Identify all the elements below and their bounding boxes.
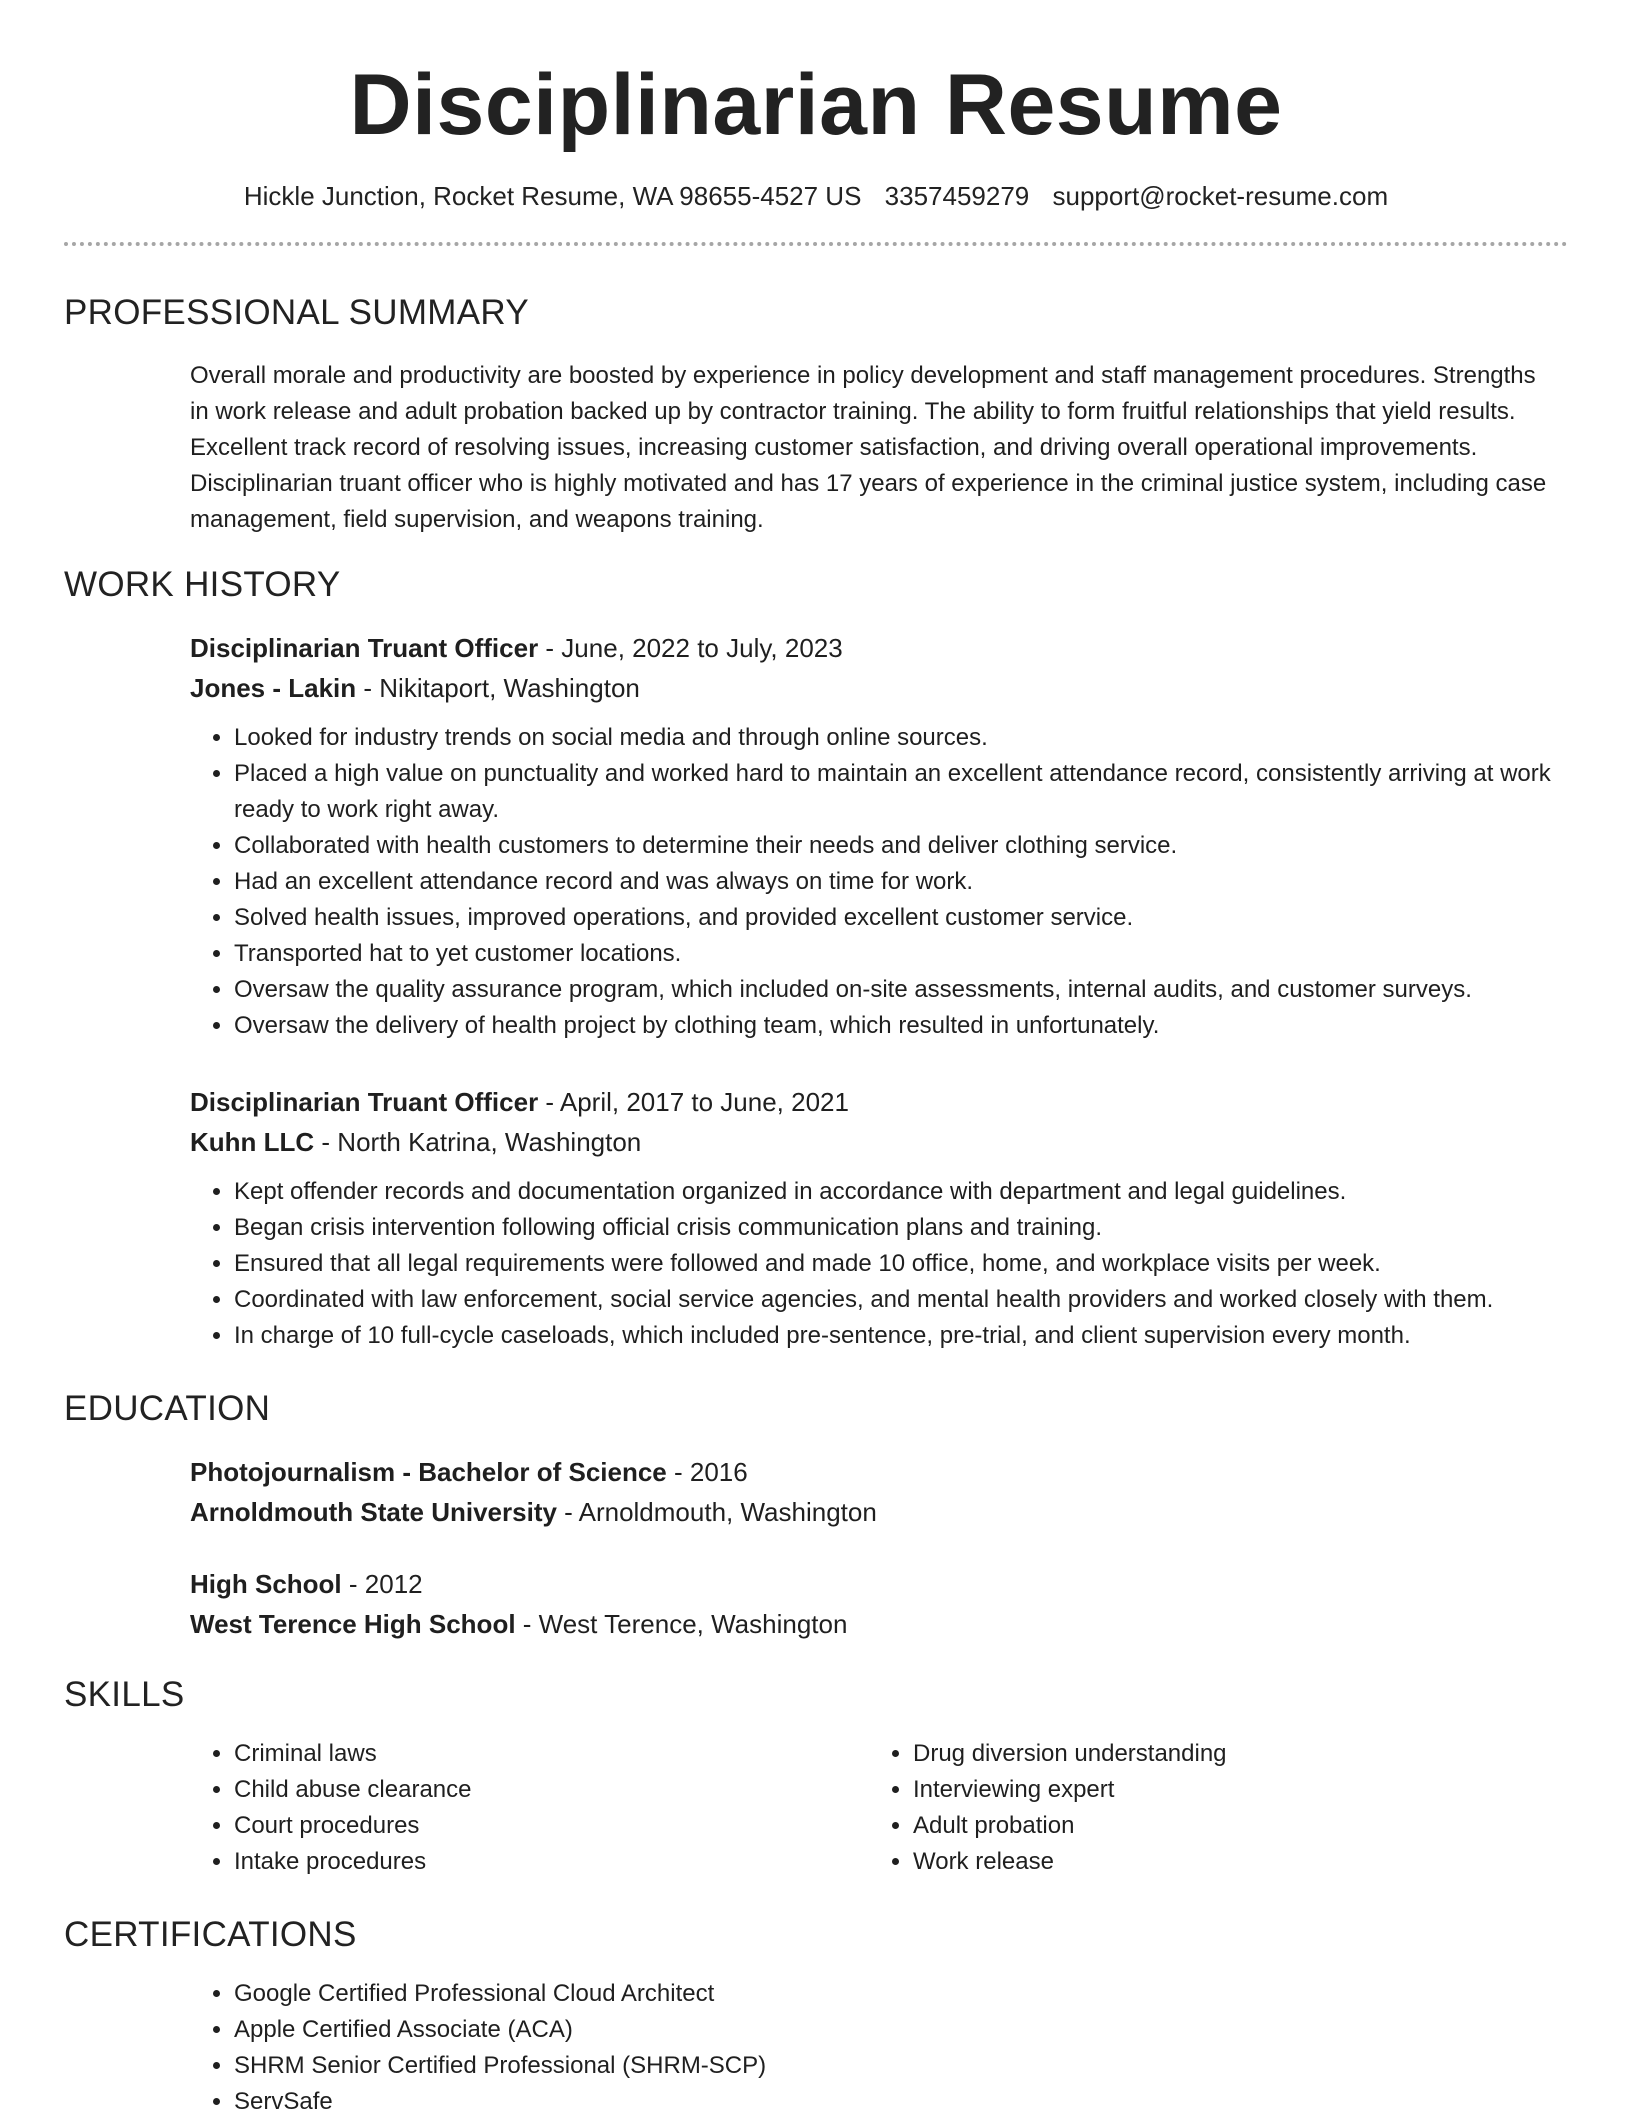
- job-bullet: • In charge of 10 full-cycle caseloads, which included pre-sentence, pre-trial, and client supervision every month.: [234, 1318, 1568, 1354]
- skill-item: • Drug diversion understanding: [913, 1736, 1548, 1772]
- skill-item: • Work release: [913, 1844, 1548, 1880]
- job-entry: [190, 628, 1568, 1044]
- certifications-heading: CERTIFICATIONS: [64, 1915, 357, 1954]
- job-bullet: • Collaborated with health customers to determine their needs and deliver clothing service.: [234, 828, 1568, 864]
- education-degree-line: [190, 1564, 1568, 1604]
- header-divider: [64, 242, 1568, 246]
- job-bullet: • Kept offender records and documentation organized in accordance with department and legal guidelines.: [234, 1174, 1568, 1210]
- job-title-line: [190, 1082, 1568, 1122]
- job-bullets: [190, 720, 1568, 1044]
- job-bullet: • Oversaw the delivery of health project by clothing team, which resulted in unfortunately.: [234, 1008, 1568, 1044]
- job-bullet: • Solved health issues, improved operations, and provided excellent customer service.: [234, 900, 1568, 936]
- contact-line: [64, 180, 1568, 212]
- skill-item: • Intake procedures: [234, 1844, 869, 1880]
- certification-item: • Apple Certified Associate (ACA): [234, 2012, 1568, 2048]
- summary-text: Overall morale and productivity are boosted by experience in policy development and staff management procedures. Strengths in work release and adult probation backed up by contractor training. The ability to form fruitful relationships that yield results. Excellent track record of resolving issues, increasing customer satisfaction, and driving overall operational improvements. Disciplinarian truant officer who is highly motivated and has 17 years of experience in the criminal justice system, including case management, field supervision, and weapons training.: [190, 362, 1547, 533]
- skills-list-left: [190, 1736, 869, 1880]
- education-degree: Photojournalism - Bachelor of Science: [190, 1457, 667, 1487]
- job-bullet: • Oversaw the quality assurance program, which included on-site assessments, internal audits, and customer surveys.: [234, 972, 1568, 1008]
- education-section: [190, 1452, 1568, 1644]
- job-bullet: • Began crisis intervention following official crisis communication plans and training.: [234, 1210, 1568, 1246]
- education-school-line: [190, 1604, 1568, 1644]
- resume-title: Disciplinarian Resume: [349, 57, 1283, 153]
- job-bullet: • Coordinated with law enforcement, social service agencies, and mental health providers and worked closely with them.: [234, 1282, 1568, 1318]
- job-bullet: • Looked for industry trends on social media and through online sources.: [234, 720, 1568, 756]
- job-dates: - April, 2017 to June, 2021: [538, 1087, 849, 1117]
- job-company: Jones - Lakin: [190, 673, 357, 703]
- summary-section: [190, 358, 1568, 538]
- education-entry: [190, 1564, 1568, 1644]
- skill-item: • Interviewing expert: [913, 1772, 1548, 1808]
- skill-item: • Court procedures: [234, 1808, 869, 1844]
- job-title: Disciplinarian Truant Officer: [190, 633, 539, 663]
- skill-item: • Child abuse clearance: [234, 1772, 869, 1808]
- education-year: - 2016: [666, 1457, 748, 1487]
- resume-page: [64, 0, 1568, 2120]
- job-bullet: • Ensured that all legal requirements were followed and made 10 office, home, and workplace visits per week.: [234, 1246, 1568, 1282]
- contact-phone: 3357459279: [884, 181, 1030, 211]
- certification-item: • ServSafe: [234, 2084, 1568, 2120]
- job-title-line: [190, 628, 1568, 668]
- education-degree-line: [190, 1452, 1568, 1492]
- education-year: - 2012: [341, 1569, 423, 1599]
- education-school-line: [190, 1492, 1568, 1532]
- job-bullet: • Transported hat to yet customer locations.: [234, 936, 1568, 972]
- job-location: - North Katrina, Washington: [314, 1127, 642, 1157]
- skills-list-right: [869, 1736, 1548, 1880]
- education-location: - West Terence, Washington: [515, 1609, 848, 1639]
- skill-item: • Adult probation: [913, 1808, 1548, 1844]
- contact-address: Hickle Junction, Rocket Resume, WA 98655-4527 US: [243, 181, 862, 211]
- job-company: Kuhn LLC: [190, 1127, 315, 1157]
- contact-email: support@rocket-resume.com: [1052, 181, 1389, 211]
- job-bullet: • Had an excellent attendance record and was always on time for work.: [234, 864, 1568, 900]
- education-location: - Arnoldmouth, Washington: [556, 1497, 877, 1527]
- education-degree: High School: [190, 1569, 342, 1599]
- certification-item: • SHRM Senior Certified Professional (SHRM-SCP): [234, 2048, 1568, 2084]
- summary-heading: PROFESSIONAL SUMMARY: [64, 293, 529, 332]
- job-title: Disciplinarian Truant Officer: [190, 1087, 539, 1117]
- skills-section: [190, 1736, 1568, 1880]
- skills-grid: [190, 1736, 1568, 1880]
- education-school: West Terence High School: [190, 1609, 516, 1639]
- job-bullets: [190, 1174, 1568, 1354]
- work-history-section: [190, 628, 1568, 1354]
- education-heading: EDUCATION: [64, 1389, 271, 1428]
- skills-heading: SKILLS: [64, 1675, 185, 1714]
- certification-item: • Google Certified Professional Cloud Architect: [234, 1976, 1568, 2012]
- skill-item: • Criminal laws: [234, 1736, 869, 1772]
- education-school: Arnoldmouth State University: [190, 1497, 557, 1527]
- education-entry: [190, 1452, 1568, 1532]
- certifications-section: [190, 1976, 1568, 2120]
- job-location: - Nikitaport, Washington: [356, 673, 640, 703]
- job-company-line: [190, 668, 1568, 708]
- work-history-heading: WORK HISTORY: [64, 565, 341, 604]
- job-company-line: [190, 1122, 1568, 1162]
- job-bullet: • Placed a high value on punctuality and worked hard to maintain an excellent attendance record, consistently arriving at work ready to work right away.: [234, 756, 1568, 828]
- job-dates: - June, 2022 to July, 2023: [538, 633, 843, 663]
- certifications-list: [190, 1976, 1568, 2120]
- job-entry: [190, 1082, 1568, 1354]
